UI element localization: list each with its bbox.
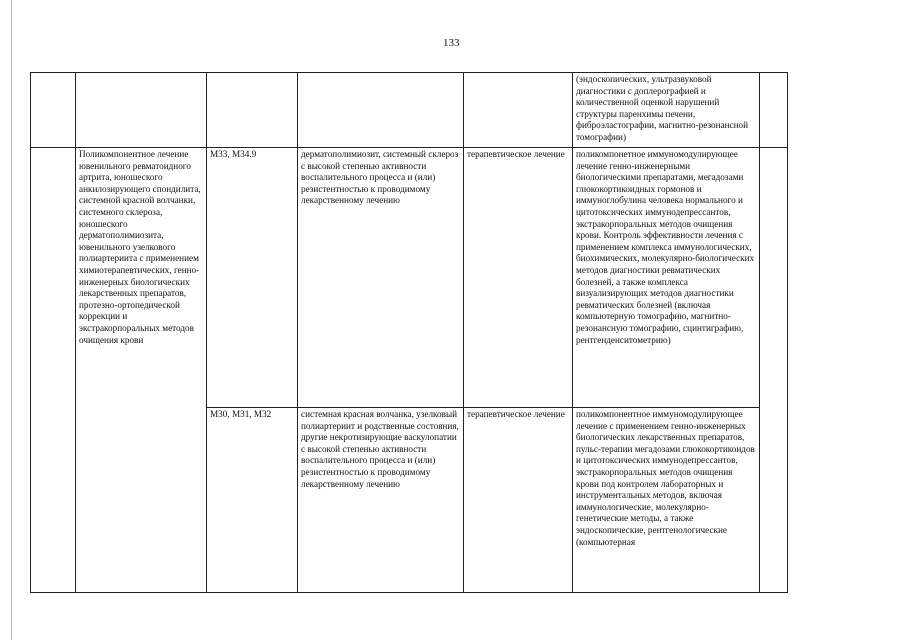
- cell-method: (эндоскопических, ультразвуковой диагностики с доплерографией и количественной оценкой нарушений структуры паренхимы печени, фиброэластографии, магнитно-резонансной томографии): [573, 73, 760, 148]
- cell-number: [31, 148, 76, 593]
- procedures-table: [30, 72, 788, 593]
- table-row-continuation: [31, 73, 788, 148]
- cell-codes: M33, M34.9: [207, 148, 298, 408]
- cell-cost: [760, 148, 788, 593]
- cell-profile: [76, 73, 207, 148]
- page-edge-line: [11, 0, 12, 640]
- cell-treatment-type: терапевтическое лечение: [464, 148, 573, 408]
- table-row: [31, 148, 788, 408]
- cell-diagnosis: дерматополимиозит, системный склероз с высокой степенью активности воспалительного процесса и (или) резистентностью к проводимому лекарственному лечению: [298, 148, 464, 408]
- cell-method: поликомпонентное иммуномодулирующее лечение с применением генно-инженерных биологических лекарственных препаратов, пульс-терапии мегадозами глюкокортикоидов и цитотоксических иммунодепрессантов, экстракорпоральных методов очищения крови под контролем лабораторных и инструментальных методов, включая иммунологические, молекулярно-генетические методы, а также эндоскопические, рентгенологические (компьютерная: [573, 408, 760, 593]
- cell-diagnosis: [298, 73, 464, 148]
- cell-treatment-type: [464, 73, 573, 148]
- cell-treatment-type: терапевтическое лечение: [464, 408, 573, 593]
- cell-profile-name: Поликомпонентное лечение ювенильного ревматоидного артрита, юношеского анкилозирующего спондилита, системной красной волчанки, системного склероза, юношеского дерматополимиозита, ювенильного узелкового полиартериита с применением химиотерапевтических, генно-инженерных биологических лекарственных препаратов, протезно-ортопедической коррекции и экстракорпоральных методов очищения крови: [76, 148, 207, 593]
- cell-number: [31, 73, 76, 148]
- cell-method: поликомпонетное иммуномодулирующее лечение генно-инженерными биологическими препаратами, мегадозами глюкокортикоидных гормонов и иммуноглобулина человека нормального и цитотоксических иммунодепрессантов, экстракорпоральных методов очищения крови. Контроль эффективности лечения с применением комплекса иммунологических, биохимических, молекулярно-биологических методов диагностики ревматических болезней, а также комплекса визуализирующих методов диагностики ревматических болезней (включая компьютерную томографию, магнитно-резонансную томографию, сцинтиграфию, рентгенденситометрию): [573, 148, 760, 408]
- cell-diagnosis: системная красная волчанка, узелковый полиартериит и родственные состояния, другие некротизирующие васкулопатии с высокой степенью активности воспалительного процесса и (или) резистентностью к проводимому лекарственному лечению: [298, 408, 464, 593]
- cell-codes: M30, M31, M32: [207, 408, 298, 593]
- cell-cost: [760, 73, 788, 148]
- page-number: 133: [443, 37, 460, 49]
- cell-codes: [207, 73, 298, 148]
